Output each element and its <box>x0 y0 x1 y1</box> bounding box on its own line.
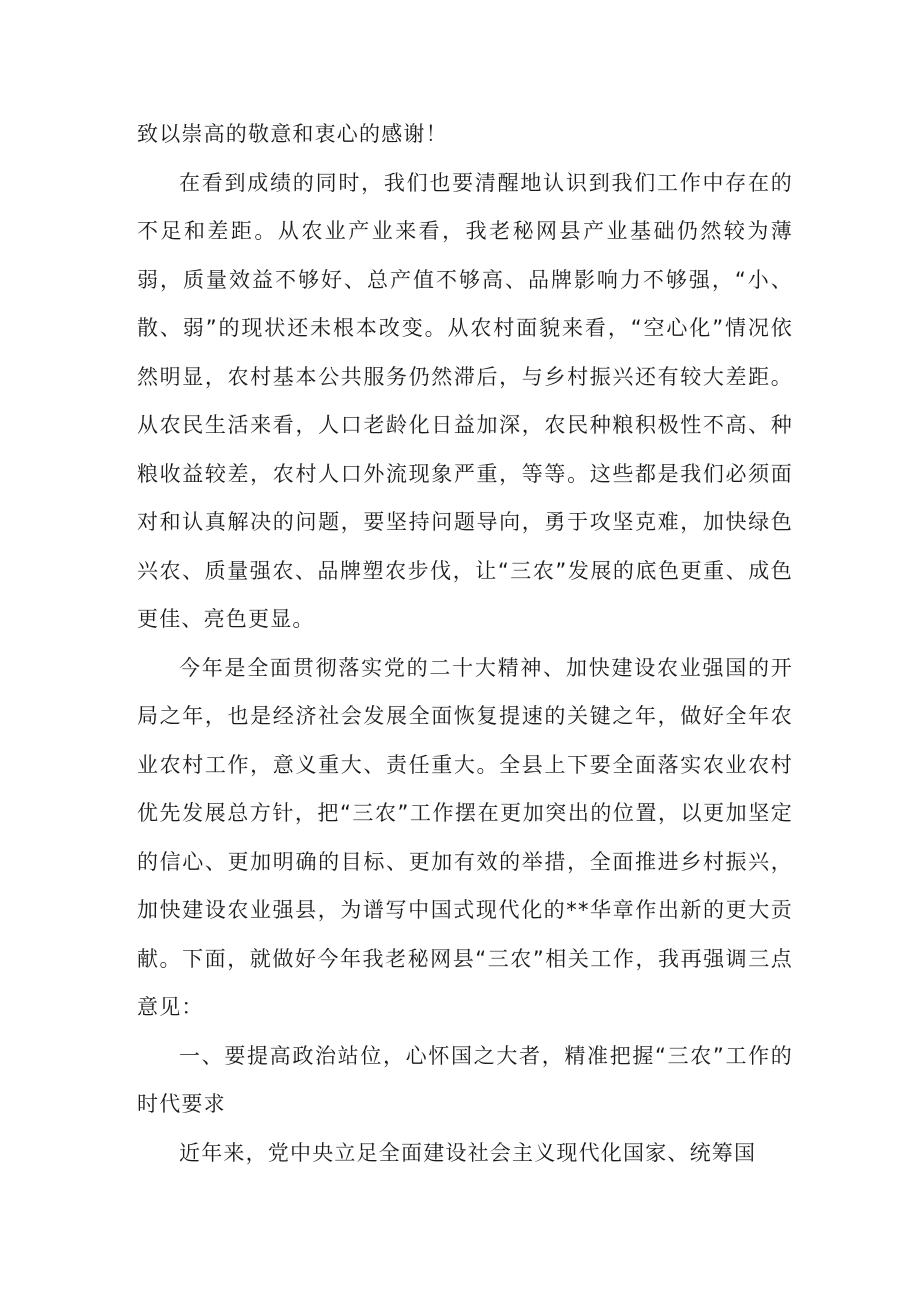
paragraph-shortcomings: 在看到成绩的同时，我们也要清醒地认识到我们工作中存在的不足和差距。从农业产业来看，我老秘网县产业基础仍然较为薄弱，质量效益不够好、总产值不够高、品牌影响力不够强，“小、散、弱”的现状还未根本改变。从农村面貌来看，“空心化”情况依然明显，农村基本公共服务仍然滞后，与乡村振兴还有较大差距。从农民生活来看，人口老龄化日益加深，农民种粮积极性不高、种粮收益较差，农村人口外流现象严重，等等。这些都是我们必须面对和认真解决的问题，要坚持问题导向，勇于攻坚克难，加快绿色兴农、质量强农、品牌塑农步伐，让“三农”发展的底色更重、成色更佳、亮色更显。 <box>137 170 793 631</box>
document-body <box>137 110 793 1177</box>
paragraph-this-year: 今年是全面贯彻落实党的二十大精神、加快建设农业强国的开局之年，也是经济社会发展全面恢复提速的关键之年，做好全年农业农村工作，意义重大、责任重大。全县上下要全面落实农业农村优先发展总方针，把“三农”工作摆在更加突出的位置，以更加坚定的信心、更加明确的目标、更加有效的举措，全面推进乡村振兴，加快建设农业强县，为谱写中国式现代化的**华章作出新的更大贡献。下面，就做好今年我老秘网县“三农”相关工作，我再强调三点意见： <box>137 655 793 1019</box>
paragraph-recent-years: 近年来，党中央立足全面建设社会主义现代化国家、统筹国 <box>179 1140 757 1165</box>
section-heading-one: 一、要提高政治站位，心怀国之大者，精准把握“三农”工作的时代要求 <box>137 1043 793 1116</box>
paragraph-closing-thanks: 致以崇高的敬意和衷心的感谢！ <box>137 122 448 146</box>
